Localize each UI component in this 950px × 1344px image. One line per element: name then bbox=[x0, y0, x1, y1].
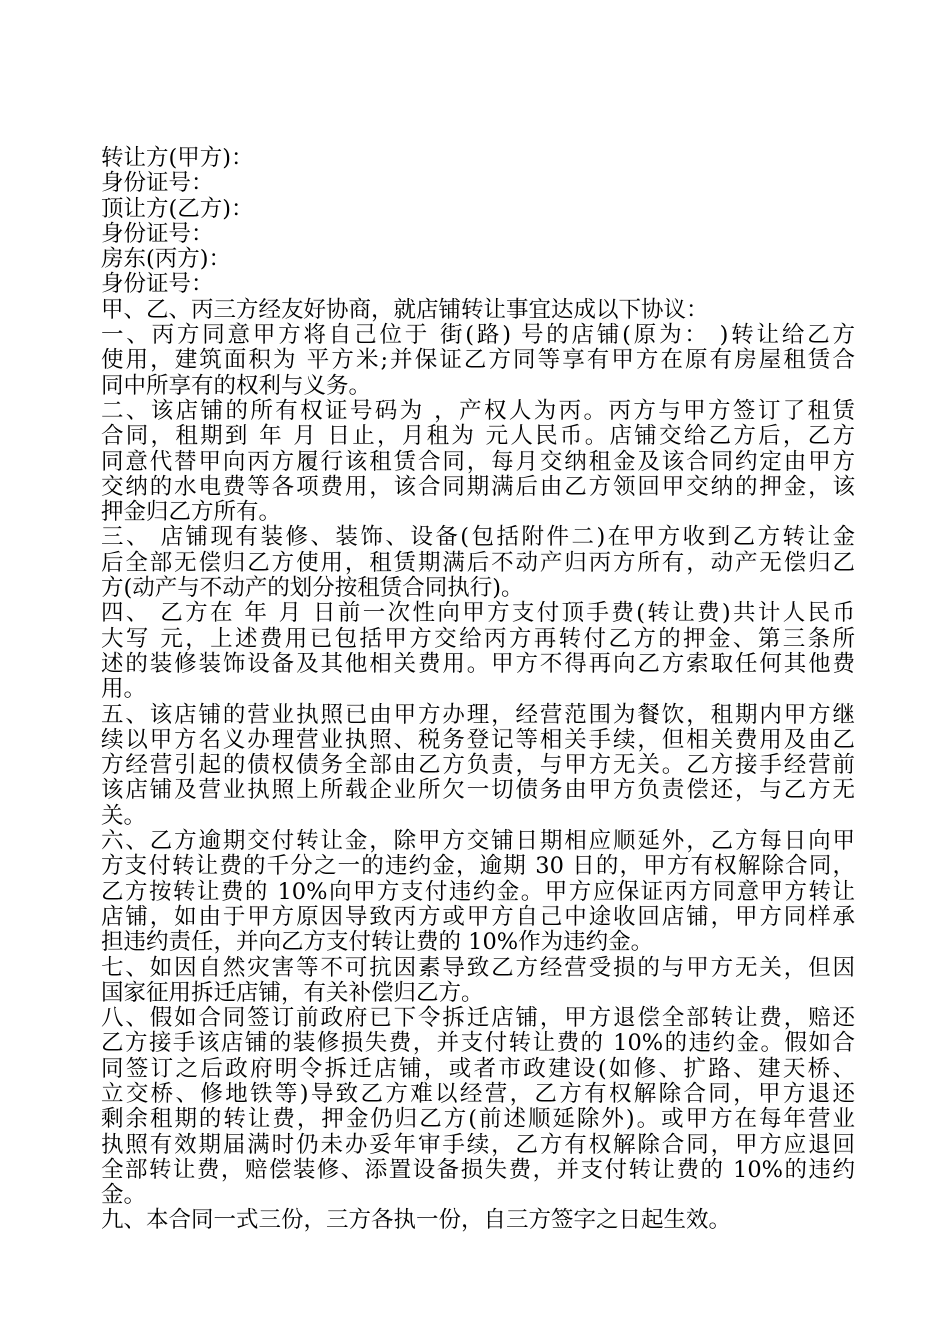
contract-line: 同中所享有的权利与义务。 bbox=[101, 372, 372, 399]
contract-line: 二、该店铺的所有权证号码为 ，产权人为丙。丙方与甲方签订了租赁 bbox=[101, 397, 855, 424]
contract-line: 四、 乙方在 年 月 日前一次性向甲方支付顶手费(转让费)共计人民币 bbox=[101, 600, 855, 627]
contract-line: 九、本合同一式三份，三方各执一份，自三方签字之日起生效。 bbox=[101, 1207, 732, 1234]
contract-line: 八、假如合同签订前政府已下令拆迁店铺，甲方退偿全部转让费，赔还 bbox=[101, 1005, 855, 1032]
contract-line: 交纳的水电费等各项费用，该合同期满后由乙方领回甲交纳的押金，该 bbox=[101, 473, 855, 500]
contract-line: 顶让方(乙方)： bbox=[101, 195, 254, 222]
contract-line: 述的装修装饰设备及其他相关费用。甲方不得再向乙方索取任何其他费 bbox=[101, 650, 855, 677]
contract-line: 六、乙方逾期交付转让金，除甲方交铺日期相应顺延外，乙方每日向甲 bbox=[101, 828, 855, 855]
contract-line: 身份证号： bbox=[101, 220, 214, 247]
contract-line: 该店铺及营业执照上所载企业所欠一切债务由甲方负责偿还，与乙方无 bbox=[101, 777, 855, 804]
contract-line: 担违约责任，并向乙方支付转让费的 10%作为违约金。 bbox=[101, 929, 654, 956]
contract-line: 关。 bbox=[101, 802, 147, 829]
contract-line: 后全部无偿归乙方使用，租赁期满后不动产归丙方所有，动产无偿归乙 bbox=[101, 549, 855, 576]
contract-line: 大写 元，上述费用已包括甲方交给丙方再转付乙方的押金、第三条所 bbox=[101, 625, 855, 652]
contract-line: 甲、乙、丙三方经友好协商，就店铺转让事宜达成以下协议： bbox=[101, 296, 709, 323]
contract-line: 七、如因自然灾害等不可抗因素导致乙方经营受损的与甲方无关，但因 bbox=[101, 954, 855, 981]
contract-line: 一、丙方同意甲方将自己位于 街(路) 号的店铺(原为： )转让给乙方 bbox=[101, 322, 855, 349]
contract-line: 方经营引起的债权债务全部由乙方负责，与甲方无关。乙方接手经营前 bbox=[101, 752, 855, 779]
contract-line: 用。 bbox=[101, 676, 147, 703]
contract-body bbox=[101, 146, 855, 1234]
contract-line: 三、 店铺现有装修、装饰、设备(包括附件二)在甲方收到乙方转让金 bbox=[101, 524, 855, 551]
contract-line: 使用，建筑面积为 平方米;并保证乙方同等享有甲方在原有房屋租赁合 bbox=[101, 347, 855, 374]
contract-line: 剩余租期的转让费，押金仍归乙方(前述顺延除外)。或甲方在每年营业 bbox=[101, 1106, 855, 1133]
contract-line: 方支付转让费的千分之一的违约金，逾期 30 日的，甲方有权解除合同， bbox=[101, 853, 855, 880]
contract-line: 五、该店铺的营业执照已由甲方办理，经营范围为餐饮，租期内甲方继 bbox=[101, 701, 855, 728]
contract-line: 同签订之后政府明令拆迁店铺，或者市政建设(如修、扩路、建天桥、 bbox=[101, 1055, 855, 1082]
contract-line: 续以甲方名义办理营业执照、税务登记等相关手续，但相关费用及由乙 bbox=[101, 726, 855, 753]
contract-line: 执照有效期届满时仍未办妥年审手续，乙方有权解除合同，甲方应退回 bbox=[101, 1131, 855, 1158]
contract-line: 合同，租期到 年 月 日止，月租为 元人民币。店铺交给乙方后，乙方 bbox=[101, 423, 855, 450]
contract-line: 转让方(甲方)： bbox=[101, 145, 254, 171]
contract-line: 金。 bbox=[101, 1182, 147, 1209]
contract-line: 身份证号： bbox=[101, 170, 214, 197]
contract-line: 国家征用拆迁店铺，有关补偿归乙方。 bbox=[101, 979, 484, 1006]
contract-line: 全部转让费，赔偿装修、添置设备损失费，并支付转让费的 10%的违约 bbox=[101, 1156, 855, 1183]
contract-line: 立交桥、修地铁等)导致乙方难以经营，乙方有权解除合同，甲方退还 bbox=[101, 1080, 855, 1107]
contract-line: 方(动产与不动产的划分按租赁合同执行)。 bbox=[101, 575, 524, 602]
contract-line: 押金归乙方所有。 bbox=[101, 499, 282, 526]
contract-line: 店铺，如由于甲方原因导致丙方或甲方自己中途收回店铺，甲方同样承 bbox=[101, 903, 855, 930]
contract-line: 身份证号： bbox=[101, 271, 214, 298]
contract-line: 乙方接手该店铺的装修损失费，并支付转让费的 10%的违约金。假如合 bbox=[101, 1030, 855, 1057]
contract-line: 同意代替甲向丙方履行该租赁合同，每月交纳租金及该合同约定由甲方 bbox=[101, 448, 855, 475]
contract-line: 乙方按转让费的 10%向甲方支付违约金。甲方应保证丙方同意甲方转让 bbox=[101, 878, 855, 905]
contract-line: 房东(丙方)： bbox=[101, 246, 232, 273]
